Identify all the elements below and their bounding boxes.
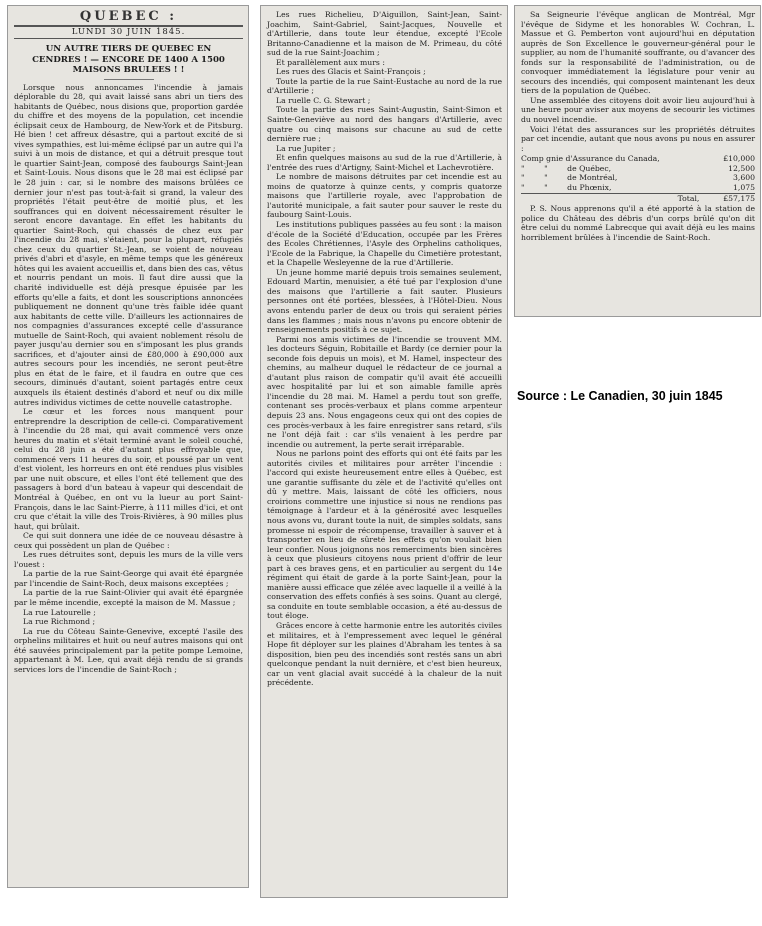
article-paragraph: Les rues détruites sont, depuis les murs de la ville vers l'ouest : <box>14 550 243 569</box>
insurance-company-label: Comp gnie d'Assurance du Canada, <box>521 154 660 164</box>
article-paragraph: La rue Latourelle ; <box>23 607 96 617</box>
insurance-amount: 1,075 <box>732 182 755 192</box>
article-paragraph: Le cœur et les forces nous manquent pour entreprendre la description de celle-ci. Comparativement à l'incendie du 28 mai, qui avait commencé vers onze heures du matin et s'était terminé avant le soleil couché, celui du 28 juin a été d'autant plus effroyable que, commencé vers 11 heures du soir, et poussé par un vent d'est violent, les horreurs en ont été rendues plus visibles par une nuit obscure, et elles l'ont été tellement que des passagers à bord d'un bateau à vapeur qui descendait de Montréal à Québec, en ont vu la lueur au port Saint-François, dans le lac Saint-Pierre, à 111 milles d'ici, et ont cru que c'était la ville des Trois-Rivières, à 90 milles plus haut, qui brûlait. <box>14 407 243 531</box>
insurance-company-label: " " de Montréal, <box>521 173 618 183</box>
article-paragraph: La rue du Côteau Sainte-Genevive, excepté l'asile des orphelins militaires et huit ou neuf autres maisons qui ont été sauvées principalement par la petite pompe Lemoine, appartenant à M. Lee, qui avait déjà rendu de si grands services lors de l'incendie de Saint-Roch ; <box>14 626 243 674</box>
article-paragraph: Ce qui suit donnera une idée de ce nouveau désastre à ceux qui possèdent un plan de Québec : <box>14 531 243 550</box>
insurance-total-label: Total, <box>521 193 711 203</box>
insurance-amount: 12,500 <box>728 163 755 173</box>
insurance-row <box>521 183 755 193</box>
article-paragraph: Le nombre de maisons détruites par cet incendie est au moins de quatorze à quinze cents, y compris quatorze maisons que l'artillerie royale, avec l'approbation de l'autorité municipale, a fait sauter pour sauver le reste du faubourg Saint-Louis. <box>267 172 502 220</box>
article-paragraph: La rue Jupiter ; <box>276 143 336 153</box>
masthead <box>14 9 243 39</box>
article-paragraph: Lorsque nous annoncames l'incendie à jamais déplorable du 28, qui avait laissé sans abri un tiers des habitants de Québec, nous disions que, proportion gardée du chiffre et des moyens de la population, cet incendie éclipsait ceux de Hambourg, de New-York et de Pitsburg. Hé bien ! cet affreux désastre, qui a partout excité de si vives sympathies, est lui-même éclipsé par un autre qui l'a suivi à un mois de distance, et qui a détruit presque tout le quartier Saint-Jean, composé des faubourgs Saint-Jean et Saint-Louis. Nous disons que le 28 mai est éclipsé par le 28 juin : car, si le nombre des maisons brûlées ce dernier jour n'est pas tout-à-fait si grand, la valeur des propriétés l'était peut-être de moitié plus, et les souffrances qui en doivent nécessairement résulter le seront encore davantage. En effet les habitants du quartier Saint-Roch, qui chassés de chez eux par l'incendie du 28 mai, s'étaient, pour la plupart, réfugiés chez ceux du quartier St.-Jean, se voient de nouveau privés d'abri et d'asyle, en même temps que les généreux hôtes qui les avaient accueillis et, dans bien des cas, vêtus et nourris pendant un mois. Il faut dire aussi que la charité individuelle est déjà presque épuisée par les efforts qu'elle a faits, et dont les souscriptions annoncées publiquement ne donnent qu'une très faible idée quant aux habitants de cette ville. D'ailleurs les actionnaires de nos compagnies d'assurances excepté celle d'assurance mutuelle de Saint-Roch, qui avaient noblement résolu de payer jusqu'au dernier sou en s'imposant les plus grands sacrifices, et d'ajouter ainsi de £80,000 à £90,000 aux autres secours pour les incendiés, ne seront peut-être plus en état de le faire, et il faudra en outre que ces secours, diminués d'autant, soient partagés entre ceux auxquels ils étaient destinés d'abord et neuf ou dix mille autres individus victimes de cette nouvelle catastrophe. <box>14 82 243 407</box>
insurance-company-label: " " du Phœnix, <box>521 182 612 192</box>
article-paragraph: Et parallèlement aux murs : <box>276 57 385 67</box>
article-paragraph: La rue Richmond ; <box>23 617 96 627</box>
insurance-total-row <box>521 193 755 203</box>
article-paragraph: Les rues Richelieu, D'Aiguillon, Saint-Jean, Saint-Joachim, Saint-Gabriel, Saint-Jacques, Nouvelle et d'Artillerie, dans toute leur étendue, excepté l'Ecole Britanno-Canadienne et la maison de M. Primeau, du côté sud de la rue Saint-Joachim ; <box>267 10 502 58</box>
insurance-intro-paragraph: Voici l'état des assurances sur les propriétés détruites par cet incendie, autant que nous avons pu nous en assurer : <box>521 124 755 153</box>
article-paragraph: La partie de la rue Saint-Olivier qui avait été épargnée par le même incendie, excepté la maison de M. Massue ; <box>14 588 243 608</box>
newspaper-clipping-column-3 <box>514 5 761 317</box>
insurance-total-amount: £57,175 <box>711 193 755 203</box>
assembly-paragraph: Une assemblée des citoyens doit avoir lieu aujourd'hui à une heure pour aviser aux moyens de secourir les victimes du nouvel incendie. <box>521 95 755 125</box>
article-paragraph: Les rues des Glacis et Saint-François ; <box>276 67 426 77</box>
article-paragraph: Un jeune homme marié depuis trois semaines seulement, Edouard Martin, menuisier, a été tué par l'explosion d'une des maisons que l'artillerie a fait sauter. Plusieurs personnes ont été portées, blessées, à l'Hôtel-Dieu. Nous avons entendu parler de deux ou trois qui seraient péries dans les flammes ; mais nous n'avons pu encore obtenir de renseignements positifs à ce sujet. <box>267 267 502 335</box>
source-caption: Source : Le Canadien, 30 juin 1845 <box>517 389 723 403</box>
deputation-paragraph: Sa Seigneurie l'évêque anglican de Montréal, Mgr l'évêque de Sidyme et les honorables W. Cochran, L. Massue et G. Pemberton vont aujourd'hui en députation auprès de Son Excellence le gouverneur-général pour le supplier, au nom de l'humanité souffrante, ou d'avancer des fonds sur la responsabilité de l'administration, ou de convoquer immédiatement la législature pour venir au secours des incendiés, qui composent maintenant les deux tiers de la population de Québec. <box>521 10 755 96</box>
article-paragraph: Et enfin quelques maisons au sud de la rue d'Artillerie, à l'entrée des rues d'Artigny, Saint-Michel et Lachevrotière. <box>267 153 502 172</box>
article-paragraph: Parmi nos amis victimes de l'incendie se trouvent MM. les docteurs Séguin, Robitaille et Bardy (ce dernier pour la seconde fois depuis un mois), et M. Hamel, inspecteur des chemins, au malheur duquel le rédacteur de ce journal a d'autant plus raison de compatir qu'il avait été accueilli avec hospitalité par lui et son aimable famille après l'incendie du 28 mai. M. Hamel a perdu tout son greffe, contenant ses procès-verbaux et plans comme arpenteur depuis 23 ans. Nous engageons ceux qui ont des copies de ces procès-verbaux à les faire enregistrer sans retard, s'ils ne l'ont déjà fait : car s'ils venaient à les perdre par incendie ou autrement, la perte serait irréparable. <box>267 334 502 449</box>
newspaper-clipping-column-1 <box>7 5 249 888</box>
article-paragraph: Nous ne parlons point des efforts qui ont été faits par les autorités civiles et militaires pour arrêter l'incendie : l'accord qui existe heureusement entre elles à Québec, est une garantie suffisante du zèle et de l'activité qu'elles ont dû y mettre. Mais, laissant de côté les officiers, nous croirions commettre une injustice si nous ne rendions pas témoignage à l'ardeur et à la générosité avec lesquelles nous avons vu, durant toute la nuit, de simples soldats, sans promesse ni espoir de récompense, travailler à sauver et à transporter en lieu de sûreté les effets qu'on voulait bien leur confier. Nous joignons nos remerciments bien sincères à ceux que plusieurs citoyens nous prient d'offrir de leur part à ces braves gens, et en particulier au sergent du 14e régiment qui était de garde à la porte Saint-Jean, pour la manière aussi efficace que zélée avec laquelle il a veillé à la conservation des effets confiés à ses soins. Quant au clergé, sa conduite en toute semblable occasion, a été au-dessus de tout éloge. <box>267 449 502 621</box>
article-paragraph: Les institutions publiques passées au feu sont : la maison d'école de la Société d'Education, occupée par les Frères des Ecoles Chrétiennes, l'Asyle des Orphelins catholiques, l'Ecole de la Fabrique, la Chapelle du Cimetière protestant, et la Chapelle Wesleyenne de la rue d'Artillerie. <box>267 220 502 268</box>
newspaper-clipping-column-2 <box>260 5 508 898</box>
column-1-body <box>14 83 243 675</box>
column-2-body <box>267 10 502 688</box>
article-paragraph: Toute la partie des rues Saint-Augustin, Saint-Simon et Sainte-Geneviève au nord des hangars d'Artillerie, avec quatre ou cinq maisons sur chacune au sud de cette dernière rue ; <box>267 105 502 144</box>
article-headline: UN AUTRE TIERS DE QUEBEC EN CENDRES ! — ENCORE DE 1400 A 1500 MAISONS BRULEES ! ! <box>32 44 225 75</box>
article-paragraph: Grâces encore à cette harmonie entre les autorités civiles et militaires, et à l'empressement avec lequel le général Hope fit déployer sur les plaines d'Abraham les tentes à sa disposition, bien peu des incendiés sont restés sans un abri quelconque pendant la nuit dernière, et c'est bien heureux, car un vent glacial avait succédé à la chaleur de la nuit précédente. <box>267 621 502 688</box>
insurance-company-label: " " de Québec, <box>521 163 612 173</box>
postscript-paragraph: P. S. Nous apprenons qu'il a été apporté à la station de police du Château des débris d'un corps brûlé qu'on dit être celui du nommé Labrecque qui avait déjà eu les mains horriblement brûlées à l'incendie de Saint-Roch. <box>521 204 755 242</box>
insurance-row <box>521 154 755 164</box>
insurance-amount: 3,600 <box>732 173 755 183</box>
insurance-row <box>521 173 755 183</box>
article-paragraph: Toute la partie de la rue Saint-Eustache au nord de la rue d'Artillerie ; <box>267 76 502 96</box>
article-paragraph: La partie de la rue Saint-George qui avait été épargnée par l'incendie de Saint-Roch, deux maisons exceptées ; <box>14 569 243 588</box>
article-paragraph: La ruelle C. G. Stewart ; <box>276 95 371 105</box>
insurance-row <box>521 164 755 174</box>
masthead-date: LUNDI 30 JUIN 1845. <box>14 25 243 39</box>
masthead-title: QUEBEC : <box>79 9 178 24</box>
insurance-table <box>521 154 755 203</box>
headline-divider <box>104 79 154 80</box>
insurance-amount: £10,000 <box>723 154 755 164</box>
